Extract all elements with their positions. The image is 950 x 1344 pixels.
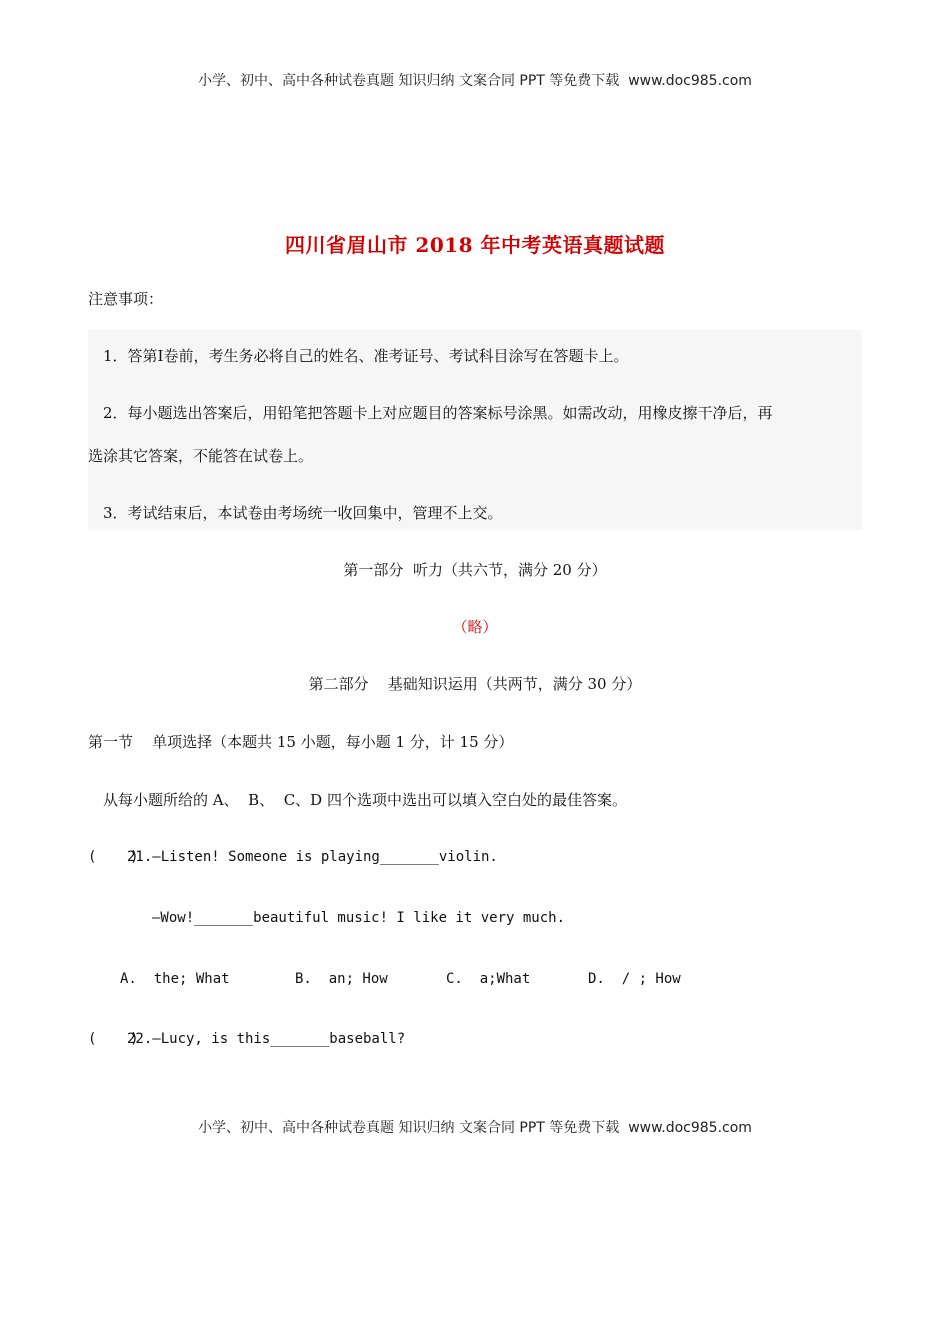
notice-item-1: 1．答第Ⅰ卷前，考生务必将自己的姓名、准考证号、考试科目涂写在答题卡上。 (103, 347, 629, 365)
question-21-option-d: D. / ; How (588, 971, 681, 987)
question-22-line-1: 22.—Lucy, is this_______baseball? (127, 1031, 406, 1047)
notice-item-2-line-1: 2．每小题选出答案后，用铅笔把答题卡上对应题目的答案标号涂黑。如需改动，用橡皮擦干净后，再 (103, 404, 773, 422)
question-21-option-b: B. an; How (295, 971, 388, 987)
section1-instruction: 从每小题所给的 A、 B、 C、D 四个选项中选出可以填入空白处的最佳答案。 (103, 791, 627, 809)
part1-heading: 第一部分 听力（共六节，满分 20 分） (343, 561, 607, 579)
section1-heading: 第一节 单项选择（本题共 15 小题，每小题 1 分，计 15 分） (88, 733, 514, 751)
question-21-option-a: A. the; What (120, 971, 230, 987)
bottom-banner: 小学、初中、高中各种试卷真题 知识归纳 文案合同 PPT 等免费下载 www.doc985.com (198, 1120, 752, 1136)
question-21-line-1: 21.—Listen! Someone is playing_______violin. (127, 849, 498, 865)
notice-item-2-line-2: 选涂其它答案，不能答在试卷上。 (88, 447, 314, 465)
top-banner: 小学、初中、高中各种试卷真题 知识归纳 文案合同 PPT 等免费下载 www.doc985.com (198, 73, 752, 89)
question-22-paren: ( ) (88, 1031, 139, 1047)
question-21-line-2: —Wow!_______beautiful music! I like it very much. (152, 910, 566, 926)
question-21-option-c: C. a;What (446, 971, 531, 987)
part1-omitted: （略） (452, 618, 498, 636)
notice-item-3: 3．考试结束后，本试卷由考场统一收回集中，管理不上交。 (103, 504, 503, 522)
part2-heading: 第二部分 基础知识运用（共两节，满分 30 分） (308, 675, 642, 693)
question-21-paren: ( ) (88, 849, 139, 865)
page-title: 四川省眉山市 2018 年中考英语真题试题 (284, 233, 666, 257)
notice-heading: 注意事项： (88, 290, 164, 308)
